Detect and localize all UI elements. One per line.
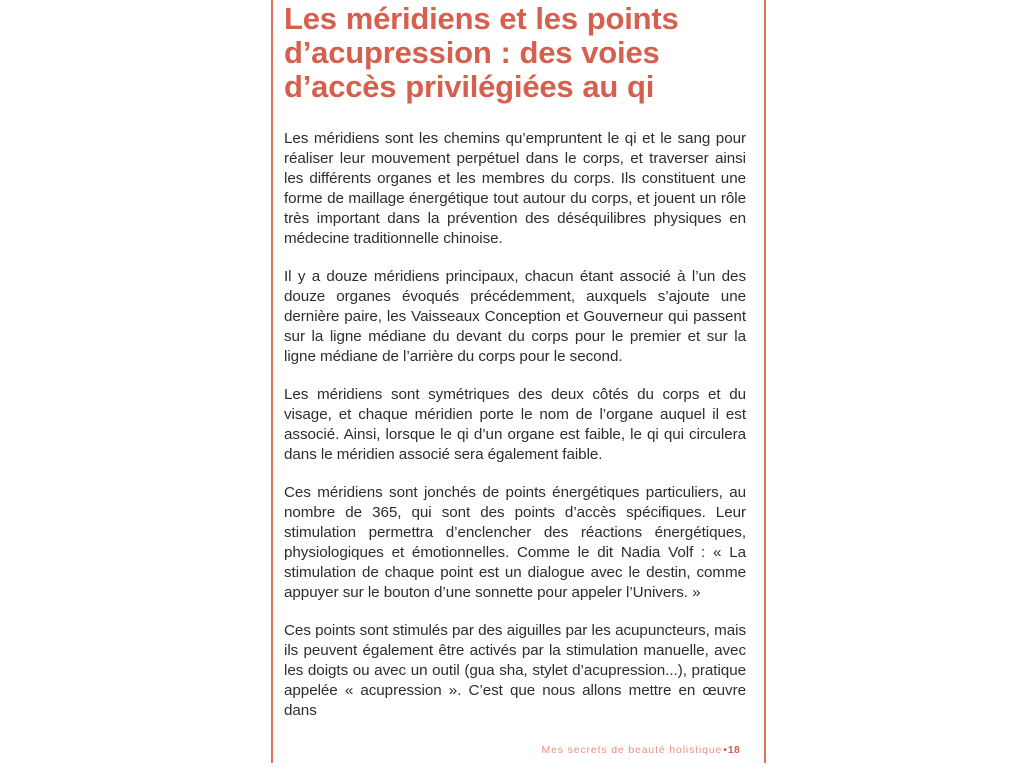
page-content <box>284 0 746 721</box>
body-paragraph-5: Ces points sont stimulés par des aiguilles par les acupuncteurs, mais ils peuvent également être activés par la stimulation manuelle, avec les doigts ou avec un outil (gua sha, stylet d’acupression...), pratique appelée « acupression ». C’est que nous allons mettre en œuvre dans <box>284 622 746 719</box>
page-title: Les méridiens et les points d’acupression : des voies d’accès privilégiées au qi <box>284 1 679 104</box>
page-number: 18 <box>727 744 740 756</box>
footer-book-title: Mes secrets de beauté holistique <box>541 744 723 756</box>
page-footer <box>542 744 741 756</box>
body-paragraph-2: Il y a douze méridiens principaux, chacun étant associé à l’un des douze organes évoqués précédemment, auxquels s’ajoute une dernière paire, les Vaisseaux Conception et Gouverneur qui passent sur la ligne médiane du devant du corps pour le premier et sur la ligne médiane de l’arrière du corps pour le second. <box>284 268 746 365</box>
body-paragraph-1: Les méridiens sont les chemins qu’empruntent le qi et le sang pour réaliser leur mouvement perpétuel dans le corps, et traverser ainsi les différents organes et les membres du corps. Ils constituent une forme de maillage énergétique tout autour du corps, et jouent un rôle très important dans la prévention des déséquilibres physiques en médecine traditionnelle chinoise. <box>284 130 746 247</box>
text-column <box>271 0 766 763</box>
footer-separator-bullet: • <box>723 744 727 756</box>
body-paragraph-4: Ces méridiens sont jonchés de points énergétiques particuliers, au nombre de 365, qui sont des points d’accès spécifiques. Leur stimulation permettra d’enclencher des réactions énergétiques, physiologiques et émotionnelles. Comme le dit Nadia Volf : « La stimulation de chaque point est un dialogue avec le destin, comme appuyer sur le bouton d’une sonnette pour appeler l’Univers. » <box>284 484 746 601</box>
body-paragraph-3: Les méridiens sont symétriques des deux côtés du corps et du visage, et chaque méridien porte le nom de l’organe auquel il est associé. Ainsi, lorsque le qi d’un organe est faible, le qi qui circulera dans le méridien associé sera également faible. <box>284 386 746 463</box>
